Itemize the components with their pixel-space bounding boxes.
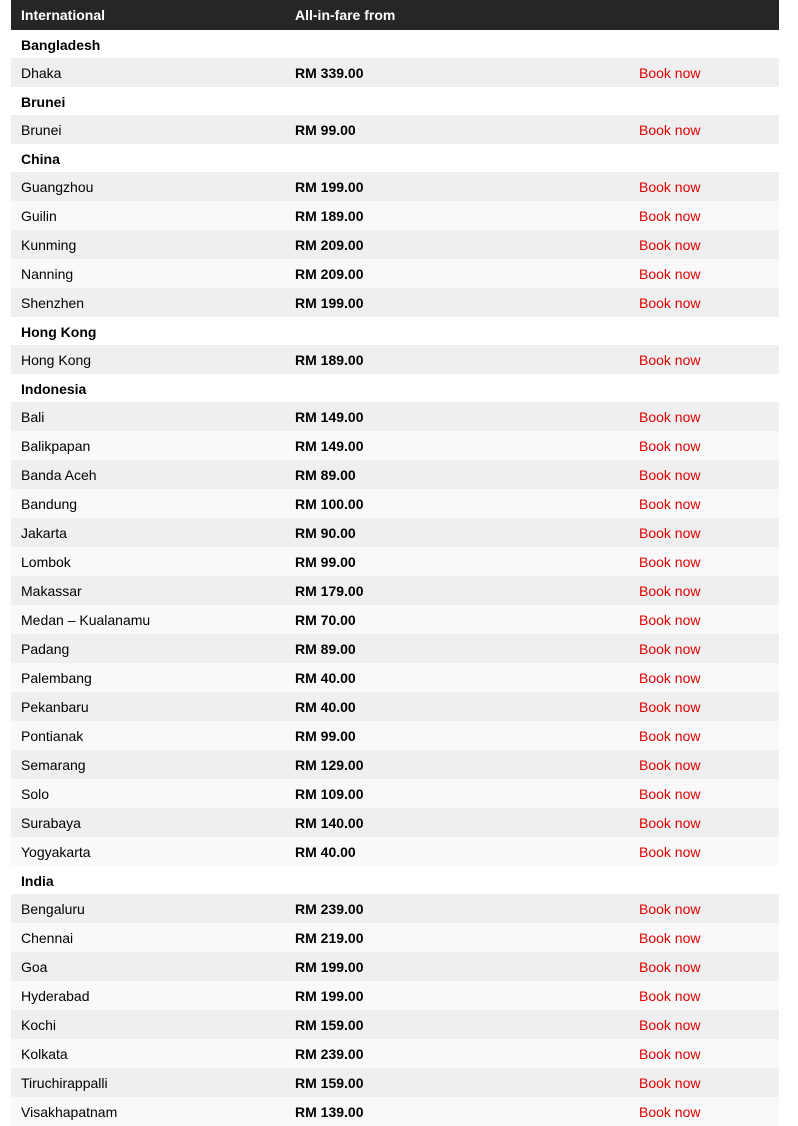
fare-price: RM 189.00 <box>295 352 364 368</box>
table-row <box>11 779 779 808</box>
fare-price: RM 139.00 <box>295 1104 364 1120</box>
city-name: Palembang <box>21 670 92 686</box>
book-now-link[interactable]: Book now <box>639 467 701 483</box>
book-now-link[interactable]: Book now <box>639 786 701 802</box>
fare-price: RM 199.00 <box>295 295 364 311</box>
city-name: Chennai <box>21 930 74 946</box>
city-name: Visakhapatnam <box>21 1104 118 1120</box>
table-row <box>11 605 779 634</box>
table-row <box>11 547 779 576</box>
table-row <box>11 981 779 1010</box>
book-now-link[interactable]: Book now <box>639 1017 701 1033</box>
table-row <box>11 201 779 230</box>
book-now-link[interactable]: Book now <box>639 65 701 81</box>
fare-price: RM 109.00 <box>295 786 364 802</box>
book-now-link[interactable]: Book now <box>639 930 701 946</box>
table-row <box>11 518 779 547</box>
book-now-link[interactable]: Book now <box>639 525 701 541</box>
city-name: Banda Aceh <box>21 467 97 483</box>
table-row <box>11 402 779 431</box>
fare-price: RM 99.00 <box>295 728 356 744</box>
city-name: Hong Kong <box>21 352 92 368</box>
table-row <box>11 58 779 87</box>
book-now-link[interactable]: Book now <box>639 641 701 657</box>
book-now-link[interactable]: Book now <box>639 1104 701 1120</box>
book-now-link[interactable]: Book now <box>639 670 701 686</box>
fare-price: RM 149.00 <box>295 438 364 454</box>
fare-price: RM 199.00 <box>295 988 364 1004</box>
book-now-link[interactable]: Book now <box>639 237 701 253</box>
city-name: Surabaya <box>21 815 81 831</box>
table-row <box>11 115 779 144</box>
city-name: Solo <box>21 786 50 802</box>
table-row <box>11 576 779 605</box>
fare-price: RM 70.00 <box>295 612 356 628</box>
city-name: Padang <box>21 641 70 657</box>
table-row <box>11 634 779 663</box>
city-name: Semarang <box>21 757 86 773</box>
fare-price: RM 239.00 <box>295 1046 364 1062</box>
book-now-link[interactable]: Book now <box>639 612 701 628</box>
city-name: Medan – Kualanamu <box>21 612 151 628</box>
region-header <box>11 87 779 115</box>
book-now-link[interactable]: Book now <box>639 438 701 454</box>
city-name: Kochi <box>21 1017 57 1033</box>
city-name: Lombok <box>21 554 71 570</box>
table-header <box>11 0 779 30</box>
table-row <box>11 460 779 489</box>
book-now-link[interactable]: Book now <box>639 728 701 744</box>
fare-price: RM 209.00 <box>295 266 364 282</box>
region-name: Bangladesh <box>21 37 101 53</box>
fare-table <box>11 0 779 1126</box>
fare-price: RM 89.00 <box>295 641 356 657</box>
book-now-link[interactable]: Book now <box>639 1046 701 1062</box>
city-name: Makassar <box>21 583 82 599</box>
city-name: Kolkata <box>21 1046 68 1062</box>
table-row <box>11 288 779 317</box>
city-name: Jakarta <box>21 525 67 541</box>
city-name: Yogyakarta <box>21 844 91 860</box>
table-body <box>11 30 779 1126</box>
city-name: Pekanbaru <box>21 699 89 715</box>
region-header <box>11 374 779 402</box>
table-row <box>11 1010 779 1039</box>
region-name: Indonesia <box>21 381 87 397</box>
fare-price: RM 100.00 <box>295 496 364 512</box>
table-row <box>11 230 779 259</box>
fare-price: RM 99.00 <box>295 122 356 138</box>
book-now-link[interactable]: Book now <box>639 208 701 224</box>
city-name: Bandung <box>21 496 78 512</box>
city-name: Guilin <box>21 208 57 224</box>
table-row <box>11 489 779 518</box>
table-row <box>11 750 779 779</box>
fare-price: RM 140.00 <box>295 815 364 831</box>
table-row <box>11 663 779 692</box>
city-name: Balikpapan <box>21 438 91 454</box>
city-name: Bali <box>21 409 45 425</box>
fare-price: RM 90.00 <box>295 525 356 541</box>
book-now-link[interactable]: Book now <box>639 554 701 570</box>
city-name: Nanning <box>21 266 74 282</box>
fare-price: RM 159.00 <box>295 1017 364 1033</box>
book-now-link[interactable]: Book now <box>639 901 701 917</box>
region-name: India <box>21 873 54 889</box>
table-row <box>11 808 779 837</box>
city-name: Pontianak <box>21 728 84 744</box>
fare-price: RM 159.00 <box>295 1075 364 1091</box>
table-row <box>11 923 779 952</box>
fare-price: RM 339.00 <box>295 65 364 81</box>
fare-price: RM 189.00 <box>295 208 364 224</box>
book-now-link[interactable]: Book now <box>639 266 701 282</box>
table-row <box>11 172 779 201</box>
table-row <box>11 1068 779 1097</box>
city-name: Hyderabad <box>21 988 90 1004</box>
book-now-link[interactable]: Book now <box>639 815 701 831</box>
fare-price: RM 209.00 <box>295 237 364 253</box>
region-name: China <box>21 151 60 167</box>
city-name: Brunei <box>21 122 62 138</box>
table-row <box>11 345 779 374</box>
book-now-link[interactable]: Book now <box>639 179 701 195</box>
region-name: Hong Kong <box>21 324 97 340</box>
fare-price: RM 199.00 <box>295 179 364 195</box>
city-name: Shenzhen <box>21 295 85 311</box>
table-row <box>11 721 779 750</box>
city-name: Dhaka <box>21 65 62 81</box>
table-row <box>11 1039 779 1068</box>
book-now-link[interactable]: Book now <box>639 122 701 138</box>
region-name: Brunei <box>21 94 66 110</box>
city-name: Goa <box>21 959 48 975</box>
table-row <box>11 1097 779 1126</box>
table-row <box>11 259 779 288</box>
fare-price: RM 129.00 <box>295 757 364 773</box>
book-now-link[interactable]: Book now <box>639 988 701 1004</box>
book-now-link[interactable]: Book now <box>639 757 701 773</box>
fare-price: RM 40.00 <box>295 844 356 860</box>
fare-price: RM 40.00 <box>295 670 356 686</box>
header-all-in-fare-from: All-in-fare from <box>295 7 396 23</box>
fare-price: RM 40.00 <box>295 699 356 715</box>
book-now-link[interactable]: Book now <box>639 699 701 715</box>
book-now-link[interactable]: Book now <box>639 1075 701 1091</box>
book-now-link[interactable]: Book now <box>639 844 701 860</box>
fare-price: RM 149.00 <box>295 409 364 425</box>
book-now-link[interactable]: Book now <box>639 496 701 512</box>
region-header <box>11 866 779 894</box>
book-now-link[interactable]: Book now <box>639 583 701 599</box>
table-row <box>11 431 779 460</box>
fare-price: RM 89.00 <box>295 467 356 483</box>
city-name: Kunming <box>21 237 77 253</box>
fare-price: RM 99.00 <box>295 554 356 570</box>
book-now-link[interactable]: Book now <box>639 295 701 311</box>
book-now-link[interactable]: Book now <box>639 959 701 975</box>
region-header <box>11 30 779 58</box>
region-header <box>11 317 779 345</box>
book-now-link[interactable]: Book now <box>639 352 701 368</box>
table-row <box>11 837 779 866</box>
book-now-link[interactable]: Book now <box>639 409 701 425</box>
fare-price: RM 239.00 <box>295 901 364 917</box>
fare-price: RM 219.00 <box>295 930 364 946</box>
fare-price: RM 199.00 <box>295 959 364 975</box>
region-header <box>11 144 779 172</box>
city-name: Guangzhou <box>21 179 94 195</box>
city-name: Bengaluru <box>21 901 85 917</box>
city-name: Tiruchirappalli <box>21 1075 108 1091</box>
table-row <box>11 952 779 981</box>
table-row <box>11 894 779 923</box>
fare-price: RM 179.00 <box>295 583 364 599</box>
header-international: International <box>21 7 106 23</box>
table-row <box>11 692 779 721</box>
